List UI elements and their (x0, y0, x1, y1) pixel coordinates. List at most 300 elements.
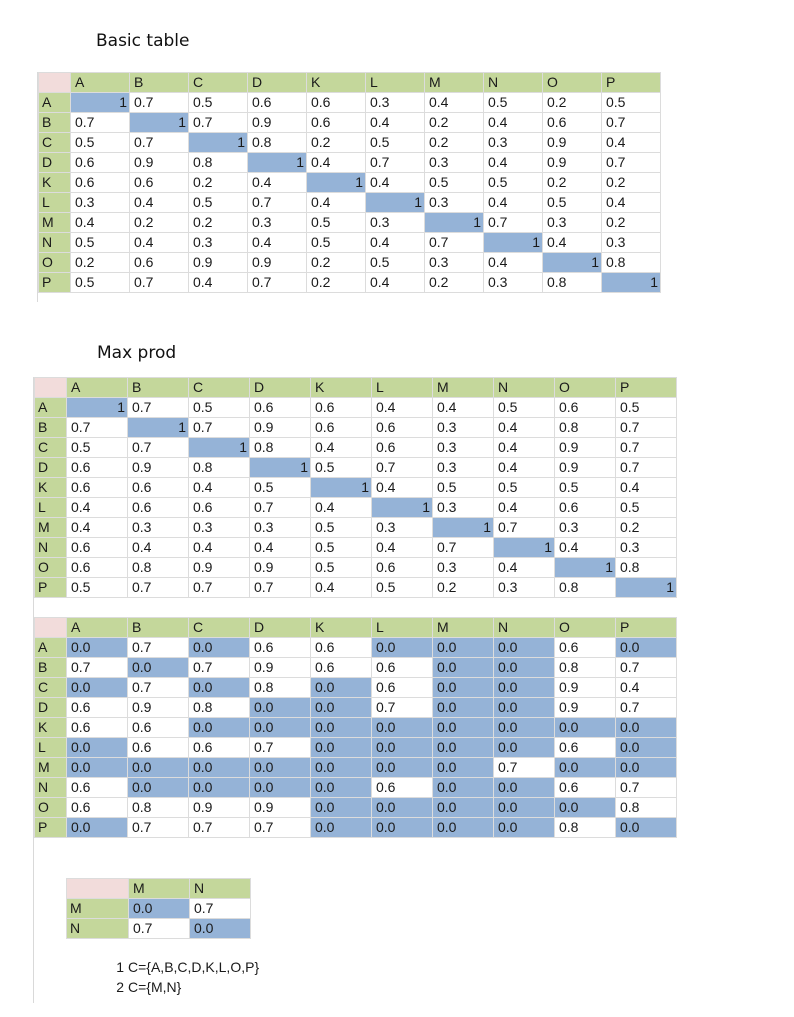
table-cell: 0.4 (543, 233, 602, 253)
table-cell: 0.4 (372, 398, 433, 418)
column-header: P (616, 378, 677, 398)
column-header: D (248, 73, 307, 93)
table-cell: 0.9 (250, 558, 311, 578)
table-cell: 0.6 (555, 778, 616, 798)
row-header: A (35, 638, 67, 658)
table-cell: 0.3 (250, 518, 311, 538)
column-header: P (602, 73, 661, 93)
table-cell: 0.3 (484, 133, 543, 153)
header-row (35, 378, 677, 398)
table-cell: 0.0 (311, 738, 372, 758)
column-header: D (250, 378, 311, 398)
table-cell: 1 (311, 478, 372, 498)
table-cell: 0.4 (366, 173, 425, 193)
table-cell: 0.6 (67, 698, 128, 718)
table-cell: 0.2 (602, 173, 661, 193)
table-cell: 0.6 (128, 498, 189, 518)
table-cell: 0.3 (494, 578, 555, 598)
table-cell: 0.6 (311, 398, 372, 418)
table-cell: 1 (366, 193, 425, 213)
table-cell: 0.4 (484, 193, 543, 213)
table-cell: 1 (555, 558, 616, 578)
table-cell: 0.7 (129, 919, 190, 939)
table-cell: 0.2 (189, 173, 248, 193)
table-cell: 0.0 (128, 778, 189, 798)
table-cell: 0.6 (128, 718, 189, 738)
table-cell: 0.5 (602, 93, 661, 113)
column-header: A (67, 618, 128, 638)
table-cell: 0.6 (67, 478, 128, 498)
table-cell: 0.5 (311, 458, 372, 478)
table-cell: 0.6 (189, 498, 250, 518)
table-cell: 0.3 (616, 538, 677, 558)
table-cell: 0.6 (128, 738, 189, 758)
table-cell: 0.6 (372, 778, 433, 798)
table-cell: 0.2 (543, 173, 602, 193)
row-header: K (35, 478, 67, 498)
table-cell: 0.0 (433, 678, 494, 698)
table-cell: 0.0 (128, 658, 189, 678)
column-header: P (616, 618, 677, 638)
table-cell: 0.5 (71, 273, 130, 293)
table-cell: 0.7 (67, 418, 128, 438)
table-cell: 0.2 (425, 273, 484, 293)
row-header: A (39, 93, 71, 113)
table-cell: 0.0 (494, 638, 555, 658)
table-cell: 0.0 (189, 678, 250, 698)
note-text: C={M,N} (128, 979, 182, 995)
row-header: P (35, 818, 67, 838)
table-cell: 1 (189, 438, 250, 458)
table-cell: 0.2 (130, 213, 189, 233)
table-cell: 0.9 (189, 798, 250, 818)
table-cell: 0.7 (71, 113, 130, 133)
table-cell: 0.0 (311, 818, 372, 838)
table-cell: 0.0 (494, 698, 555, 718)
table-cell: 0.0 (372, 738, 433, 758)
table-cell: 0.4 (366, 273, 425, 293)
table-cell: 0.8 (555, 818, 616, 838)
row-header: P (35, 578, 67, 598)
table-cell: 0.7 (130, 133, 189, 153)
table-cell: 0.7 (248, 273, 307, 293)
table-cell: 0.3 (189, 233, 248, 253)
table-cell: 0.4 (366, 113, 425, 133)
row-header: M (67, 899, 129, 919)
table-row (35, 758, 677, 778)
table-cell: 0.3 (71, 193, 130, 213)
table-cell: 0.8 (555, 578, 616, 598)
table-cell: 0.3 (248, 213, 307, 233)
table-cell: 0.2 (307, 133, 366, 153)
table-cell: 0.7 (189, 578, 250, 598)
table-cell: 0.6 (67, 458, 128, 478)
table-cell: 0.9 (250, 658, 311, 678)
table-cell: 0.3 (366, 213, 425, 233)
row-header: L (35, 738, 67, 758)
table-cell: 0.7 (425, 233, 484, 253)
table-cell: 0.0 (190, 919, 251, 939)
table-cell: 0.6 (372, 438, 433, 458)
column-header: L (372, 378, 433, 398)
table-cell: 0.8 (616, 558, 677, 578)
table-row (35, 718, 677, 738)
table-cell: 0.4 (189, 478, 250, 498)
table-cell: 0.5 (616, 498, 677, 518)
table-cell: 0.0 (433, 698, 494, 718)
mn-table (66, 878, 251, 939)
basic-table (38, 72, 661, 293)
table-cell: 0.9 (555, 678, 616, 698)
table-row (39, 93, 661, 113)
column-header: O (555, 378, 616, 398)
table-cell: 0.7 (67, 658, 128, 678)
table-cell: 1 (248, 153, 307, 173)
table-cell: 0.0 (433, 738, 494, 758)
column-header: K (311, 618, 372, 638)
row-header: A (35, 398, 67, 418)
table-cell: 0.0 (433, 718, 494, 738)
column-header: L (372, 618, 433, 638)
table-cell: 0.7 (366, 153, 425, 173)
table-row (39, 153, 661, 173)
table-cell: 0.0 (372, 818, 433, 838)
column-header: N (484, 73, 543, 93)
table-cell: 1 (372, 498, 433, 518)
table-cell: 0.0 (433, 758, 494, 778)
table-row (35, 798, 677, 818)
table-cell: 0.6 (189, 738, 250, 758)
table-cell: 0.4 (484, 153, 543, 173)
column-header: B (128, 378, 189, 398)
table-cell: 0.7 (494, 758, 555, 778)
table-cell: 0.6 (67, 798, 128, 818)
table-cell: 0.0 (494, 658, 555, 678)
table-cell: 1 (494, 538, 555, 558)
table-cell: 0.4 (425, 93, 484, 113)
table-cell: 0.3 (433, 438, 494, 458)
note-text: C={A,B,C,D,K,L,O,P} (128, 959, 260, 975)
table-cell: 1 (616, 578, 677, 598)
table-cell: 0.6 (555, 638, 616, 658)
max-prod-title: Max prod (97, 343, 177, 363)
table-cell: 0.9 (128, 698, 189, 718)
table-cell: 0.0 (494, 678, 555, 698)
table-cell: 0.2 (425, 113, 484, 133)
row-header: D (39, 153, 71, 173)
table-cell: 0.6 (311, 638, 372, 658)
table-row (35, 478, 677, 498)
table-cell: 1 (484, 233, 543, 253)
table-cell: 0.7 (602, 113, 661, 133)
row-header: C (39, 133, 71, 153)
table-row (67, 919, 251, 939)
column-header: M (425, 73, 484, 93)
table-row (35, 538, 677, 558)
table-cell: 0.6 (67, 538, 128, 558)
table-row (39, 113, 661, 133)
table-cell: 0.7 (128, 438, 189, 458)
corner-cell (35, 618, 67, 638)
table-cell: 0.6 (543, 113, 602, 133)
table-cell: 0.0 (372, 718, 433, 738)
table-cell: 0.5 (189, 193, 248, 213)
row-header: N (35, 538, 67, 558)
table-cell: 0.2 (189, 213, 248, 233)
table-cell: 0.0 (494, 738, 555, 758)
row-header: M (35, 758, 67, 778)
table-cell: 0.0 (433, 658, 494, 678)
column-header: L (366, 73, 425, 93)
table-cell: 0.5 (250, 478, 311, 498)
table-cell: 0.3 (425, 153, 484, 173)
column-header: B (130, 73, 189, 93)
table-cell: 0.0 (250, 718, 311, 738)
column-header: M (433, 378, 494, 398)
table-cell: 0.6 (555, 498, 616, 518)
table-cell: 0.4 (372, 478, 433, 498)
table-cell: 0.0 (494, 778, 555, 798)
table-cell: 0.9 (543, 153, 602, 173)
table-cell: 0.5 (307, 233, 366, 253)
column-header: O (555, 618, 616, 638)
row-header: M (35, 518, 67, 538)
table-row (39, 173, 661, 193)
table-cell: 0.7 (372, 698, 433, 718)
table-row (35, 558, 677, 578)
table-cell: 0.4 (311, 578, 372, 598)
table-cell: 0.4 (484, 253, 543, 273)
table-cell: 0.7 (128, 398, 189, 418)
column-header: O (543, 73, 602, 93)
note-number: 1 (116, 959, 124, 975)
table-cell: 0.4 (494, 558, 555, 578)
table-cell: 0.7 (130, 273, 189, 293)
table-cell: 0.0 (494, 798, 555, 818)
table-cell: 0.0 (189, 718, 250, 738)
table-cell: 0.6 (71, 173, 130, 193)
table-cell: 0.0 (129, 899, 190, 919)
header-row (39, 73, 661, 93)
table-cell: 0.7 (189, 113, 248, 133)
column-header: M (129, 879, 190, 899)
table-cell: 0.0 (555, 718, 616, 738)
table-cell: 1 (433, 518, 494, 538)
row-header: L (39, 193, 71, 213)
table-cell: 0.7 (250, 818, 311, 838)
corner-cell (39, 73, 71, 93)
table-row (35, 738, 677, 758)
row-header: N (39, 233, 71, 253)
row-header: B (35, 658, 67, 678)
table-cell: 0.0 (372, 798, 433, 818)
table-cell: 0.6 (71, 153, 130, 173)
table-cell: 0.5 (189, 398, 250, 418)
table-cell: 0.0 (555, 798, 616, 818)
table-cell: 0.4 (602, 193, 661, 213)
table-cell: 0.0 (67, 638, 128, 658)
table-cell: 0.4 (307, 153, 366, 173)
table-cell: 0.6 (67, 778, 128, 798)
row-header: B (35, 418, 67, 438)
row-header: O (39, 253, 71, 273)
row-header: N (35, 778, 67, 798)
table-row (39, 193, 661, 213)
table-cell: 0.5 (71, 133, 130, 153)
table-cell: 0.6 (250, 398, 311, 418)
table-cell: 0.9 (250, 798, 311, 818)
table-cell: 0.0 (433, 818, 494, 838)
table-cell: 0.6 (372, 678, 433, 698)
table-cell: 0.5 (67, 438, 128, 458)
table-cell: 0.0 (67, 678, 128, 698)
table-cell: 0.2 (307, 253, 366, 273)
table-cell: 0.4 (189, 538, 250, 558)
table-cell: 0.3 (433, 558, 494, 578)
table-cell: 1 (425, 213, 484, 233)
table-cell: 0.0 (189, 778, 250, 798)
table-cell: 0.4 (189, 273, 248, 293)
table-cell: 0.7 (616, 418, 677, 438)
row-header: M (39, 213, 71, 233)
table-cell: 0.6 (130, 173, 189, 193)
table-cell: 0.5 (484, 93, 543, 113)
table-cell: 0.3 (433, 418, 494, 438)
table-cell: 0.9 (189, 253, 248, 273)
table-row (39, 133, 661, 153)
table-cell: 0.7 (616, 778, 677, 798)
table-cell: 0.7 (250, 578, 311, 598)
table-cell: 0.7 (130, 93, 189, 113)
table-cell: 0.6 (250, 638, 311, 658)
table-cell: 0.3 (602, 233, 661, 253)
column-header: C (189, 378, 250, 398)
table-cell: 0.6 (311, 418, 372, 438)
table-cell: 0.6 (555, 398, 616, 418)
table-cell: 0.7 (189, 818, 250, 838)
table-cell: 0.0 (311, 758, 372, 778)
table-cell: 0.6 (130, 253, 189, 273)
table-cell: 1 (250, 458, 311, 478)
table-cell: 0.4 (250, 538, 311, 558)
basic-table-title: Basic table (96, 31, 190, 51)
table-cell: 0.0 (250, 778, 311, 798)
table-cell: 0.6 (128, 478, 189, 498)
table-cell: 0.0 (189, 638, 250, 658)
table-cell: 0.5 (366, 133, 425, 153)
table-cell: 0.0 (311, 718, 372, 738)
table-cell: 0.7 (250, 738, 311, 758)
table-cell: 0.8 (555, 658, 616, 678)
table-cell: 0.7 (128, 678, 189, 698)
table-cell: 0.6 (67, 718, 128, 738)
table-cell: 0.0 (494, 718, 555, 738)
table-cell: 0.7 (484, 213, 543, 233)
table-cell: 0.0 (494, 818, 555, 838)
table-cell: 0.0 (433, 798, 494, 818)
table-row (35, 578, 677, 598)
table-cell: 0.8 (189, 458, 250, 478)
table-cell: 0.4 (311, 498, 372, 518)
table-cell: 1 (602, 273, 661, 293)
table-row (39, 233, 661, 253)
table-cell: 0.3 (128, 518, 189, 538)
table-cell: 0.7 (616, 658, 677, 678)
table-cell: 0.4 (494, 458, 555, 478)
row-header: O (35, 558, 67, 578)
table-cell: 0.8 (250, 678, 311, 698)
table-row (35, 818, 677, 838)
row-header: C (35, 678, 67, 698)
table-cell: 0.5 (67, 578, 128, 598)
table-cell: 0.5 (494, 478, 555, 498)
table-row (39, 253, 661, 273)
column-header: B (128, 618, 189, 638)
table-cell: 0.8 (189, 153, 248, 173)
table-cell: 1 (71, 93, 130, 113)
table-row (39, 213, 661, 233)
table-cell: 0.3 (484, 273, 543, 293)
table-cell: 0.2 (433, 578, 494, 598)
table-cell: 0.5 (311, 558, 372, 578)
table-cell: 0.9 (189, 558, 250, 578)
table-cell: 0.4 (494, 498, 555, 518)
table-cell: 0.3 (555, 518, 616, 538)
table-cell: 0.9 (248, 253, 307, 273)
table-cell: 0.4 (248, 233, 307, 253)
table-cell: 0.5 (366, 253, 425, 273)
table-cell: 0.8 (189, 698, 250, 718)
cluster-note-1 (112, 959, 259, 975)
table-cell: 0.7 (433, 538, 494, 558)
table-row (35, 418, 677, 438)
table-cell: 0.4 (433, 398, 494, 418)
table-cell: 0.9 (555, 438, 616, 458)
table-cell: 0.9 (130, 153, 189, 173)
table-cell: 0.0 (67, 738, 128, 758)
table-row (35, 458, 677, 478)
table-cell: 0.7 (248, 193, 307, 213)
table-cell: 0.0 (128, 758, 189, 778)
table-cell: 0.2 (616, 518, 677, 538)
table-cell: 0.6 (555, 738, 616, 758)
table-cell: 0.0 (616, 758, 677, 778)
table-cell: 0.3 (543, 213, 602, 233)
table-cell: 0.3 (189, 518, 250, 538)
row-header: K (39, 173, 71, 193)
table-row (67, 899, 251, 919)
table-cell: 0.7 (372, 458, 433, 478)
max-prod-table (34, 377, 677, 598)
table-cell: 0.4 (71, 213, 130, 233)
table-cell: 0.4 (484, 113, 543, 133)
column-header: K (307, 73, 366, 93)
table-row (35, 678, 677, 698)
column-header: C (189, 618, 250, 638)
table-cell: 0.7 (616, 698, 677, 718)
table-cell: 0.0 (311, 778, 372, 798)
table-cell: 0.5 (425, 173, 484, 193)
table-cell: 0.2 (425, 133, 484, 153)
table-cell: 0.5 (372, 578, 433, 598)
table-row (35, 778, 677, 798)
table-cell: 0.5 (433, 478, 494, 498)
table-cell: 0.0 (67, 758, 128, 778)
table-cell: 0.2 (543, 93, 602, 113)
table-row (35, 498, 677, 518)
table-cell: 0.7 (128, 578, 189, 598)
table-cell: 0.0 (189, 758, 250, 778)
